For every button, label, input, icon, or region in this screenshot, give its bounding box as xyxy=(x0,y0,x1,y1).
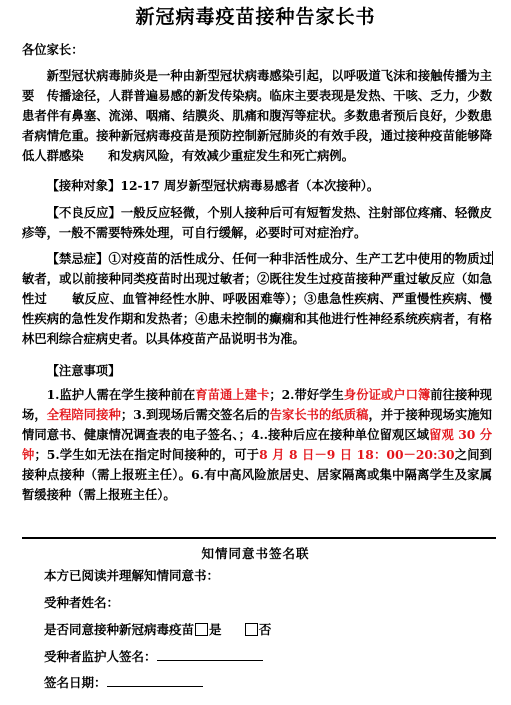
form-read-statement: 本方已阅读并理解知情同意书： xyxy=(44,568,220,583)
form-consent-row xyxy=(44,621,271,639)
contraindication-label: 【禁忌症】 xyxy=(46,251,109,266)
form-recipient-name xyxy=(44,594,119,612)
notes-highlight-accompany: 全程陪同接种 xyxy=(46,407,121,422)
contraindication-paragraph xyxy=(22,249,492,349)
consent-form-title: 知情同意书签名联 xyxy=(201,546,310,561)
notes-highlight-id: 身份证或户口簿 xyxy=(343,387,431,402)
sign-date-label: 签名日期： xyxy=(44,675,107,690)
notes-highlight-paper: 告家长书的纸质稿 xyxy=(269,407,369,422)
notes-text-3: 前往接种现场， xyxy=(22,387,492,422)
notes-text-6: ；5.学生如无法在指定时间接种的，可于 xyxy=(34,447,260,462)
section-divider xyxy=(22,537,496,539)
notes-text-5: ，并于接种现场实施知情同意书、健康情况调查表的电子签名、；4..接种后应在接种单位留观区域 xyxy=(22,407,492,442)
consent-yes-checkbox[interactable] xyxy=(195,623,208,636)
guardian-signature-field[interactable] xyxy=(157,648,263,661)
notes-highlight-observe: 留观 30 分钟 xyxy=(22,427,492,462)
text-cursor xyxy=(492,251,493,265)
intro-paragraph: 新型冠状病毒肺炎是一种由新型冠状病毒感染引起，以呼吸道飞沫和接触传播为主要 传播途径，人群普遍易感的新发传染病。临床主要表现是发热、干咳、乏力，少数患者伴有鼻塞、流涕、咽痛、结膜炎、肌痛和腹泻等症状。多数患者预后良好，少数患者病情危重。接种新冠病毒疫苗是预防控制新冠肺炎的有效手段，通过接种疫苗能够降低人群感染 和发病风险，有效减少重症发生和死亡病例。 xyxy=(22,68,492,163)
notes-paragraph xyxy=(22,385,492,505)
sign-date-field[interactable] xyxy=(107,674,203,687)
greeting: 各位家长： xyxy=(22,42,84,57)
notes-text-7: 之间到接种点接种（需上报班主任）。6.有中高风险旅居史、居家隔离或集中隔离学生及家属暂缓接种（需上报班主任）。 xyxy=(22,447,492,502)
recipient-name-label: 受种者姓名： xyxy=(44,595,120,610)
notes-highlight-card: 育苗通上建卡 xyxy=(195,387,270,402)
page-title: 新冠病毒疫苗接种告家长书 xyxy=(135,6,376,28)
notes-text-4: ；3.到现场后需交签名后的 xyxy=(120,407,270,422)
target-text: 12-17 周岁新型冠状病毒易感者（本次接种）。 xyxy=(120,178,380,193)
reaction-text: 一般反应轻微，个别人接种后可有短暂发热、注射部位疼痛、轻微皮疹等，一般不需要特殊处理，可自行缓解，必要时可对症治疗。 xyxy=(22,205,492,240)
target-label: 【接种对象】 xyxy=(46,178,121,193)
reaction-paragraph xyxy=(22,203,492,243)
form-sign-date xyxy=(44,674,203,692)
form-guardian-signature xyxy=(44,648,263,666)
consent-no-checkbox[interactable] xyxy=(245,623,258,636)
contraindication-text: ①对疫苗的活性成分、任何一种非活性成分、生产工艺中使用的物质过敏者，或以前接种同类疫苗时出现过敏者；②既往发生过疫苗接种严重过敏反应（如急性过 敏反应、血管神经性水肿、呼吸困难等）；③患急性疾病、严重慢性疾病、慢性疾病的急性发作期和发热者；④患未控制的癫痫和其他进行性神经系统疾病者，有格林巴利综合症病史者。以具体疫苗产品说明书为准。 xyxy=(22,251,492,346)
consent-yes-label: 是 xyxy=(209,622,222,637)
notes-highlight-date: 8 月 8 日－9 日 18：00－20:30 xyxy=(259,447,455,462)
notes-text-2: ；2.带好学生 xyxy=(269,387,344,402)
target-paragraph xyxy=(22,176,492,196)
consent-no-label: 否 xyxy=(258,622,272,637)
guardian-signature-label: 受种者监护人签名： xyxy=(44,649,157,664)
notes-label: 【注意事项】 xyxy=(46,363,121,378)
notes-text-1: 1.监护人需在学生接种前在 xyxy=(46,387,196,402)
reaction-label: 【不良反应】 xyxy=(46,205,121,220)
consent-question: 是否同意接种新冠病毒疫苗 xyxy=(44,622,195,637)
